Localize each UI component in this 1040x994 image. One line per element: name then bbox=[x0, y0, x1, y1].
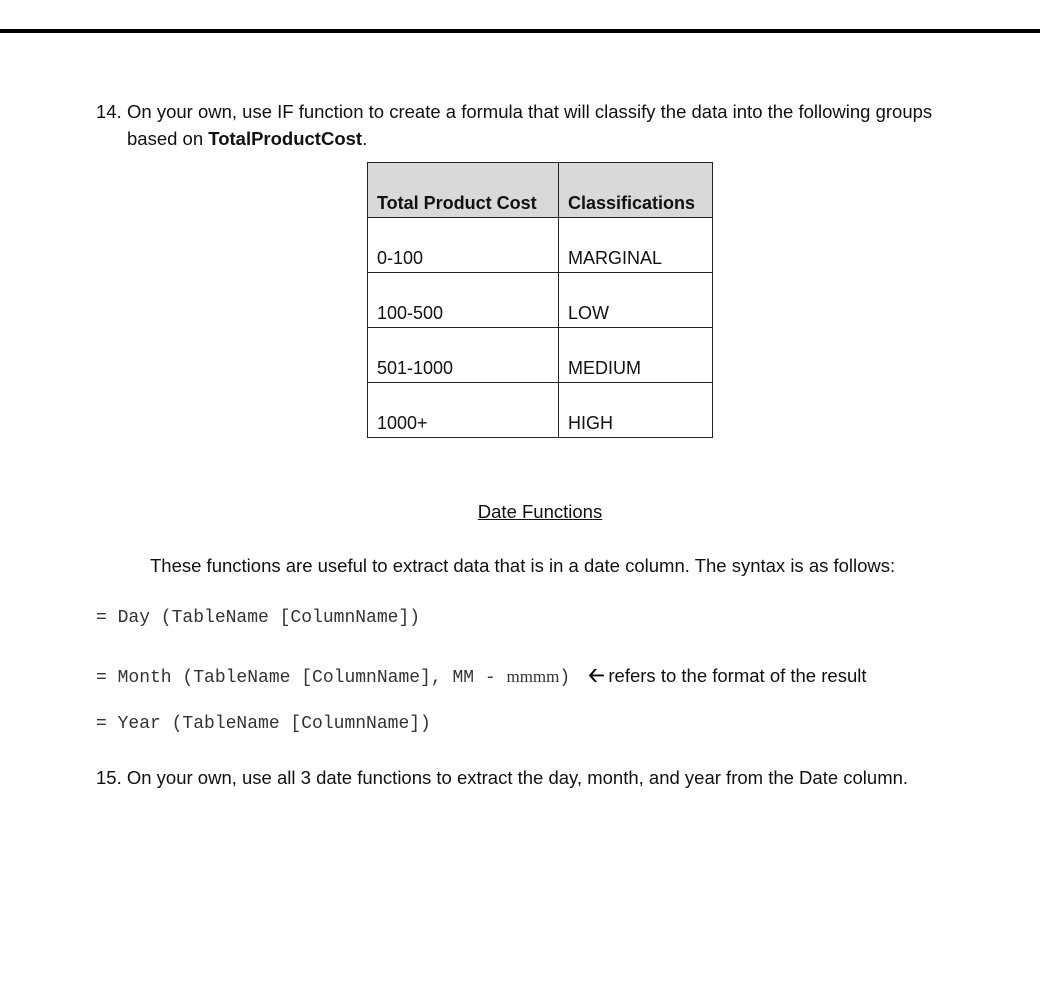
month-syntax-text: = Month (TableName [ColumnName], MM - bbox=[96, 668, 507, 688]
question-14-line2-suffix: . bbox=[362, 128, 368, 149]
cost-range-cell: 1000+ bbox=[368, 383, 559, 438]
year-function-syntax: = Year (TableName [ColumnName]) bbox=[96, 714, 431, 734]
question-14-line2 bbox=[96, 125, 996, 152]
month-format-text: mmmm bbox=[506, 667, 560, 686]
table-header-row bbox=[368, 163, 713, 218]
classification-cell: LOW bbox=[559, 273, 713, 328]
classification-cell: MEDIUM bbox=[559, 328, 713, 383]
month-format-note: refers to the format of the result bbox=[608, 665, 867, 686]
day-function-syntax: = Day (TableName [ColumnName]) bbox=[96, 608, 421, 628]
table-row bbox=[368, 383, 713, 438]
table-row bbox=[368, 218, 713, 273]
question-14-line2-prefix: based on bbox=[127, 128, 209, 149]
cost-range-cell: 501-1000 bbox=[368, 328, 559, 383]
question-14-line1 bbox=[96, 98, 996, 125]
classification-table bbox=[367, 162, 713, 438]
question-14-number: 14. bbox=[96, 101, 122, 122]
month-function-syntax bbox=[96, 661, 866, 695]
header-classifications: Classifications bbox=[559, 163, 713, 218]
classification-cell: HIGH bbox=[559, 383, 713, 438]
left-arrow-icon: 🡠 bbox=[588, 663, 605, 687]
question-14 bbox=[96, 98, 996, 152]
header-total-product-cost: Total Product Cost bbox=[368, 163, 559, 218]
table-row bbox=[368, 328, 713, 383]
total-product-cost-term: TotalProductCost bbox=[208, 128, 363, 149]
classification-cell: MARGINAL bbox=[559, 218, 713, 273]
date-functions-intro: These functions are useful to extract data that is in a date column. The syntax is as follows: bbox=[150, 555, 896, 576]
cost-range-cell: 100-500 bbox=[368, 273, 559, 328]
month-syntax-close: ) bbox=[559, 668, 571, 688]
question-15: 15. On your own, use all 3 date functions to extract the day, month, and year from the Date column. bbox=[96, 767, 909, 788]
top-rule bbox=[0, 29, 1040, 33]
cost-range-cell: 0-100 bbox=[368, 218, 559, 273]
date-functions-title: Date Functions bbox=[477, 501, 603, 522]
question-14-text: On your own, use IF function to create a formula that will classify the data into the following groups bbox=[127, 101, 933, 122]
table-row bbox=[368, 273, 713, 328]
